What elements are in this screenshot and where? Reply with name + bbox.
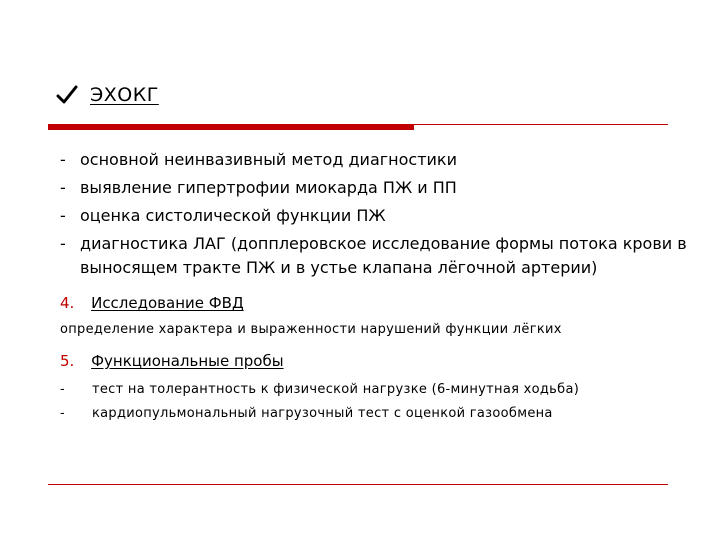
bullet-dash: - [60, 178, 66, 197]
list-item [60, 402, 579, 426]
checkmark-icon [56, 84, 78, 106]
section-5-heading [60, 352, 284, 370]
bullet-text: тест на толерантность к физической нагрузке (6-минутная ходьба) [92, 382, 580, 397]
bullet-dash: - [60, 382, 65, 397]
section-number: 4. [60, 294, 75, 312]
section-4-description: определение характера и выраженности нарушений функции лёгких [60, 322, 562, 337]
bullet-text: выявление гипертрофии миокарда ПЖ и ПП [80, 178, 457, 197]
bullet-text: кардиопульмональный нагрузочный тест с оценкой газообмена [92, 406, 553, 421]
title-row [56, 84, 159, 106]
bullet-dash: - [60, 206, 66, 225]
bullet-dash: - [60, 150, 66, 169]
bottom-divider [48, 484, 668, 485]
section-5-list [60, 378, 579, 426]
section-number: 5. [60, 352, 75, 370]
bullet-text: основной неинвазивный метод диагностики [80, 150, 457, 169]
title-divider [48, 124, 668, 130]
section-4-heading [60, 294, 244, 312]
bullet-text: оценка систолической функции ПЖ [80, 206, 386, 225]
list-item [60, 204, 700, 228]
list-item [60, 176, 700, 200]
echo-bullet-list [60, 148, 700, 284]
divider-thick-segment [48, 124, 414, 130]
list-item [60, 148, 700, 172]
divider-thin-segment [414, 124, 668, 125]
section-title: Функциональные пробы [91, 352, 284, 370]
bullet-dash: - [60, 406, 65, 421]
bullet-dash: - [60, 234, 66, 253]
bullet-text: диагностика ЛАГ (допплеровское исследование формы потока крови в выносящем тракте ПЖ и в устье клапана лёгочной артерии) [80, 234, 687, 277]
page-title: ЭХОКГ [90, 84, 159, 106]
list-item [60, 378, 579, 402]
list-item [60, 232, 700, 280]
section-title: Исследование ФВД [91, 294, 244, 312]
